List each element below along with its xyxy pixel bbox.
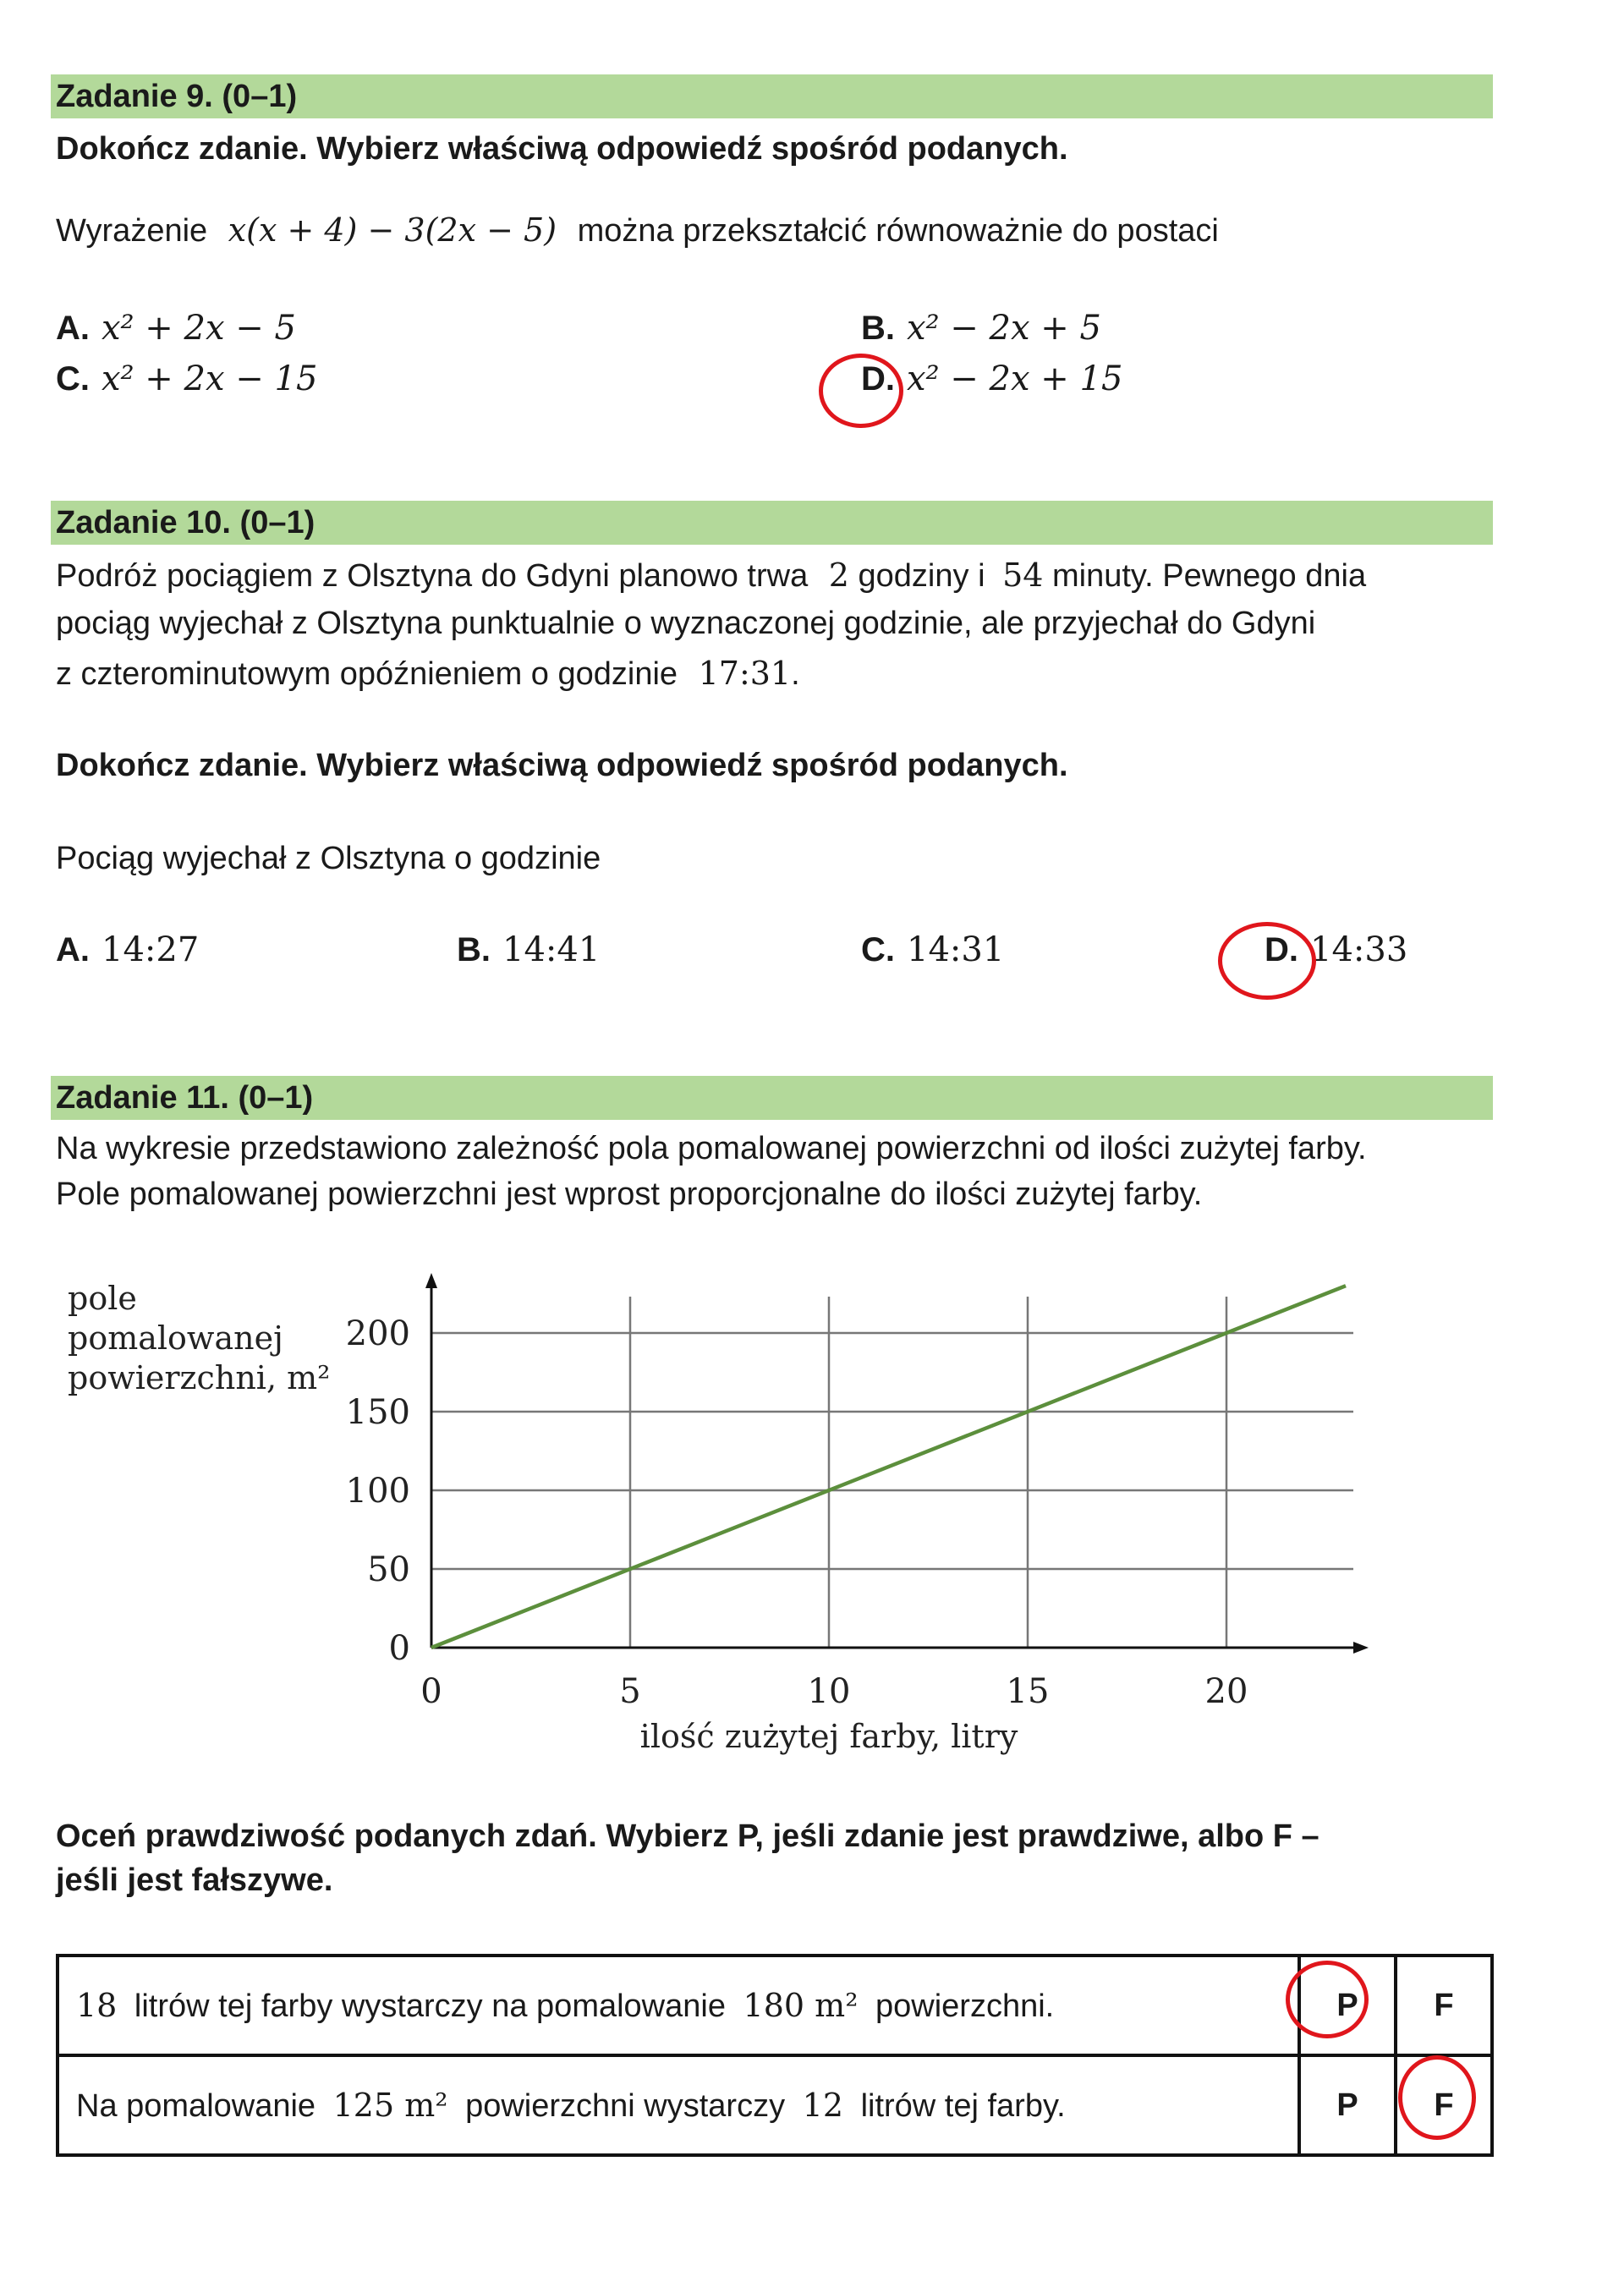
y-axis-label-line3: powierzchni, m² [68, 1359, 331, 1396]
area-value: 180 m² [743, 1986, 859, 2024]
option-letter: D. [861, 360, 895, 398]
y-tick-label: 150 [345, 1393, 410, 1432]
statement-1-answer-mark [1286, 1961, 1369, 2038]
statement-2-f-option[interactable]: F [1396, 2055, 1492, 2155]
statement-row-1 [58, 1956, 1492, 2055]
statement-row-2 [58, 2055, 1492, 2155]
statement-2 [58, 2055, 1299, 2155]
text-span: Podróż pociągiem z Olsztyna do Gdyni planowo trwa [56, 558, 809, 594]
option-letter: D. [1265, 931, 1298, 968]
liters-value: 18 [76, 1986, 118, 2024]
task11-paragraph-line2: Pole pomalowanej powierzchni jest wprost proporcjonalne do ilości zużytej farby. [56, 1177, 1203, 1212]
text-span: . [791, 656, 800, 692]
option-letter: C. [861, 931, 895, 968]
option-text: 14:33 [1310, 930, 1408, 969]
option-letter: B. [861, 310, 895, 347]
text-span: godziny i [858, 558, 985, 594]
option-letter: A. [56, 931, 90, 968]
area-value: 125 m² [332, 2086, 448, 2124]
statement-1-p-option[interactable]: P [1299, 1956, 1396, 2055]
y-tick-label: 200 [345, 1314, 410, 1353]
option-text: x² − 2x + 5 [907, 309, 1101, 348]
task9-expression: x(x + 4) − 3(2x − 5) [228, 211, 557, 249]
task11-instruction-line2: jeśli jest fałszywe. [56, 1862, 333, 1898]
task10-header: Zadanie 10. (0–1) [51, 501, 1493, 545]
task9-header: Zadanie 9. (0–1) [51, 74, 1493, 118]
task11-header: Zadanie 11. (0–1) [51, 1076, 1493, 1120]
task10-instruction: Dokończ zdanie. Wybierz właściwą odpowiedź spośród podanych. [56, 748, 1068, 783]
task11-paragraph-line1: Na wykresie przedstawiono zależność pola pomalowanej powierzchni od ilości zużytej farby. [56, 1131, 1367, 1166]
task9-prompt-after: można przekształcić równoważnie do postaci [577, 213, 1219, 249]
x-tick-label: 15 [1006, 1672, 1050, 1711]
option-text: 14:31 [907, 930, 1005, 969]
x-tick-label: 10 [807, 1672, 851, 1711]
option-text: 14:41 [502, 930, 601, 969]
y-axis-label-line1: pole [68, 1280, 137, 1317]
true-false-table [56, 1954, 1494, 2157]
text-span: litrów tej farby wystarczy na pomalowanie [134, 1988, 726, 2024]
x-axis-label: ilość zużytej farby, litry [639, 1718, 1018, 1755]
option-text: 14:27 [102, 930, 200, 969]
option-letter: C. [56, 360, 90, 398]
text-span: powierzchni. [875, 1988, 1055, 2024]
text-span: minuty. Pewnego dnia [1052, 558, 1367, 594]
task11-instruction-line1: Oceń prawdziwość podanych zdań. Wybierz P, jeśli zdanie jest prawdziwe, albo F – [56, 1818, 1320, 1854]
text-span: z czterominutowym opóźnieniem o godzinie [56, 656, 678, 692]
x-axis-arrow [1353, 1642, 1369, 1654]
statement-1-f-option[interactable]: F [1396, 1956, 1492, 2055]
task9-prompt-before: Wyrażenie [56, 213, 208, 249]
y-tick-label: 50 [367, 1550, 410, 1589]
y-axis-label-line2: pomalowanej [68, 1319, 283, 1357]
statement-1 [58, 1956, 1299, 2055]
statement-2-p-option[interactable]: P [1299, 2055, 1396, 2155]
x-tick-label: 20 [1204, 1672, 1248, 1711]
option-text: x² + 2x − 15 [102, 359, 318, 398]
task9-instruction: Dokończ zdanie. Wybierz właściwą odpowiedź spośród podanych. [56, 131, 1068, 167]
y-tick-label: 0 [388, 1629, 410, 1668]
hours-value: 2 [828, 557, 849, 594]
y-axis-arrow [425, 1273, 437, 1288]
option-letter: B. [457, 931, 491, 968]
minutes-value: 54 [1002, 557, 1044, 594]
task10-prompt: Pociąg wyjechał z Olsztyna o godzinie [56, 841, 601, 876]
series-line [431, 1286, 1346, 1648]
option-text: x² + 2x − 5 [102, 309, 296, 348]
text-span: powierzchni wystarczy [465, 2087, 786, 2124]
y-tick-label: 100 [345, 1472, 410, 1511]
option-text: x² − 2x + 15 [907, 359, 1123, 398]
x-tick-label: 0 [420, 1672, 442, 1711]
statement-2-answer-mark [1398, 2055, 1476, 2140]
x-tick-label: 5 [619, 1672, 641, 1711]
option-letter: A. [56, 310, 90, 347]
liters-value: 12 [802, 2086, 843, 2124]
text-span: Na pomalowanie [76, 2087, 316, 2124]
arrival-time: 17:31 [698, 655, 792, 692]
task10-paragraph-line2: pociąg wyjechał z Olsztyna punktualnie o wyznaczonej godzinie, ale przyjechał do Gdyni [56, 606, 1316, 641]
text-span: litrów tej farby. [860, 2087, 1066, 2124]
